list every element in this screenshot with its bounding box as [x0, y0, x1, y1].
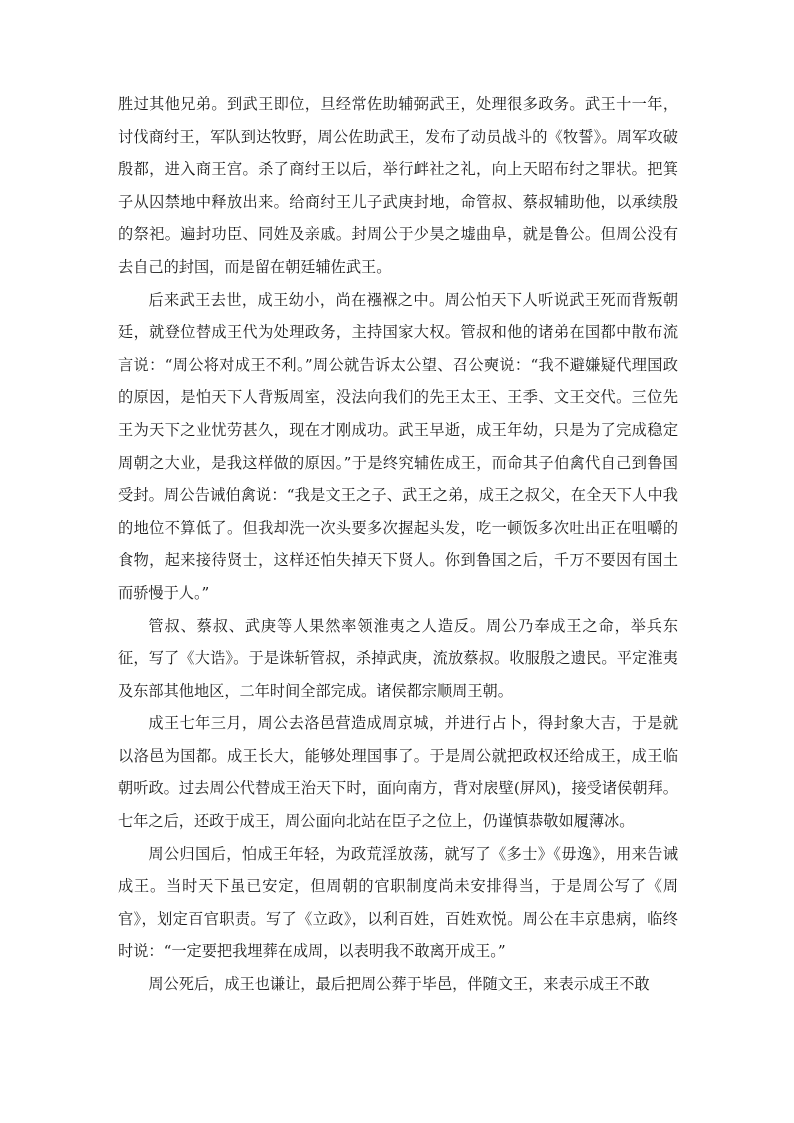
paragraph-6: 周公死后，成王也谦让，最后把周公葬于毕邑，伴随文王，来表示成王不敢	[148, 975, 650, 994]
paragraph-4: 成王七年三月，周公去洛邑营造成周京城，并进行占卜，得封象大吉，于是就以洛邑为国都。成王长大，能够处理国事了。于是周公就把政权还给成王，成王临朝听政。过去周公代替成王治天下时，面向南方，背对扆壁(屏风)，接受诸侯朝拜。七年之后，还政于成王，周公面向北站在臣子之位上，仍谨慎恭敬如履薄冰。	[118, 714, 678, 831]
paragraph-3: 管叔、蔡叔、武庚等人果然率领淮夷之人造反。周公乃奉成王之命，举兵东征，写了《大诰》。于是诛斩管叔，杀掉武庚，流放蔡叔。收服殷之遗民。平定淮夷及东部其他地区，二年时间全部完成。诸侯都宗顺周王朝。	[118, 616, 678, 700]
paragraph-1: 胜过其他兄弟。到武王即位，旦经常佐助辅弼武王，处理很多政务。武王十一年，讨伐商纣王，军队到达牧野，周公佐助武王，发布了动员战斗的《牧誓》。周军攻破殷都，进入商王宫。杀了商纣王以后，举行衅社之礼，向上天昭布纣之罪状。把箕子从囚禁地中释放出来。给商纣王儿子武庚封地，命管叔、蔡叔辅助他，以承续殷的祭祀。遍封功臣、同姓及亲戚。封周公于少昊之墟曲阜，就是鲁公。但周公没有去自己的封国，而是留在朝廷辅佐武王。	[118, 95, 678, 276]
paragraph-5: 周公归国后，怕成王年轻，为政荒淫放荡，就写了《多士》《毋逸》，用来告诫成王。当时天下虽已安定，但周朝的官职制度尚未安排得当，于是周公写了《周官》，划定百官职责。写了《立政》，以利百姓，百姓欢悦。周公在丰京患病，临终时说：“一定要把我埋葬在成周，以表明我不敢离开成王。”	[118, 844, 678, 961]
paragraph-2: 后来武王去世，成王幼小，尚在襁褓之中。周公怕天下人听说武王死而背叛朝廷，就登位替成王代为处理政务，主持国家大权。管叔和他的诸弟在国都中散布流言说：“周公将对成王不利。”周公就告诉太公望、召公奭说：“我不避嫌疑代理国政的原因，是怕天下人背叛周室，没法向我们的先王太王、王季、文王交代。三位先王为天下之业忧劳甚久，现在才刚成功。武王早逝，成王年幼，只是为了完成稳定周朝之大业，是我这样做的原因。”于是终究辅佐成王，而命其子伯禽代自己到鲁国受封。周公告诫伯禽说：“我是文王之子、武王之弟，成王之叔父，在全天下人中我的地位不算低了。但我却洗一次头要多次握起头发，吃一顿饭多次吐出正在咀嚼的食物，起来接待贤士，这样还怕失掉天下贤人。你到鲁国之后，千万不要因有国土而骄慢于人。”	[118, 290, 678, 602]
document-body	[118, 88, 678, 1001]
